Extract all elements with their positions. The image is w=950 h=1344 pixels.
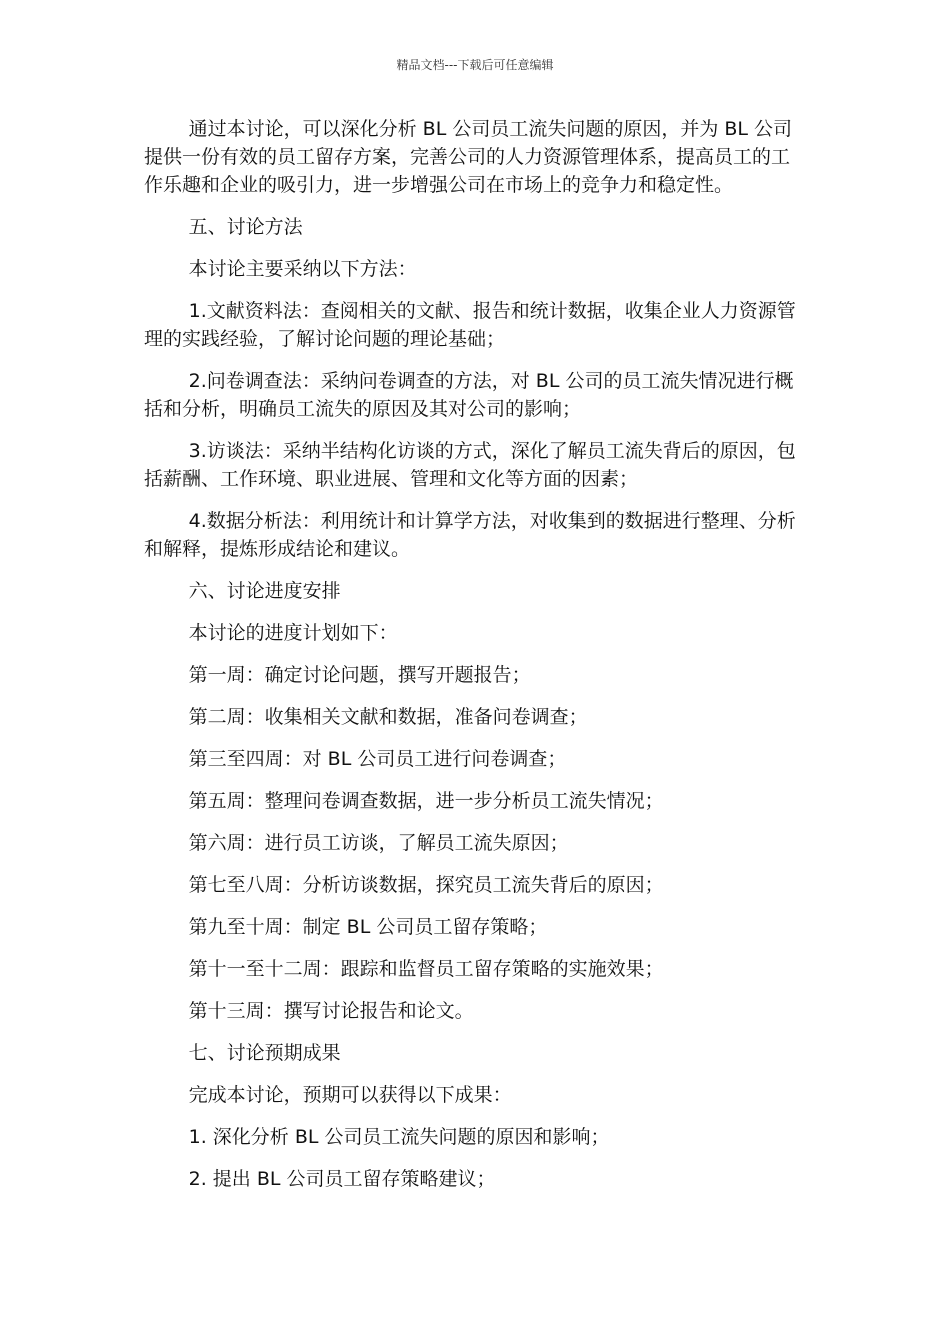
list-item-survey-method: 2.问卷调查法：采纳问卷调查的方法，对 BL 公司的员工流失情况进行概括和分析，明确员工流失的原因及其对公司的影响；	[144, 370, 794, 420]
paragraph-methods-intro: 本讨论主要采纳以下方法：	[188, 258, 417, 280]
section-heading-methods: 五、讨论方法	[188, 216, 303, 238]
section-heading-outcomes: 七、讨论预期成果	[188, 1042, 341, 1064]
schedule-item-week-6: 第六周：进行员工访谈，了解员工流失原因；	[188, 832, 569, 854]
schedule-item-week-5: 第五周：整理问卷调查数据，进一步分析员工流失情况；	[188, 790, 664, 812]
list-item-data-analysis-method: 4.数据分析法：利用统计和计算学方法，对收集到的数据进行整理、分析和解释，提炼形成结论和建议。	[144, 510, 796, 560]
outcome-item-1: 1. 深化分析 BL 公司员工流失问题的原因和影响；	[188, 1126, 610, 1148]
schedule-item-week-13: 第十三周：撰写讨论报告和论文。	[188, 1000, 474, 1022]
list-item-interview-method: 3.访谈法：采纳半结构化访谈的方式，深化了解员工流失背后的原因，包括薪酬、工作环境、职业进展、管理和文化等方面的因素；	[144, 440, 796, 490]
paragraph-schedule-intro: 本讨论的进度计划如下：	[188, 622, 398, 644]
section-heading-schedule: 六、讨论进度安排	[188, 580, 341, 602]
schedule-item-week-3-4: 第三至四周：对 BL 公司员工进行问卷调查；	[188, 748, 567, 770]
paragraph-intro-summary: 通过本讨论，可以深化分析 BL 公司员工流失问题的原因，并为 BL 公司提供一份有效的员工留存方案，完善公司的人力资源管理体系，提高员工的工作乐趣和企业的吸引力，进一步增强公司在市场上的竞争力和稳定性。	[144, 118, 793, 196]
schedule-item-week-9-10: 第九至十周：制定 BL 公司员工留存策略；	[188, 916, 548, 938]
schedule-item-week-2: 第二周：收集相关文献和数据，准备问卷调查；	[188, 706, 588, 728]
page-header: 精品文档---下载后可任意编辑	[396, 58, 554, 72]
list-item-literature-method: 1.文献资料法：查阅相关的文献、报告和统计数据，收集企业人力资源管理的实践经验，了解讨论问题的理论基础；	[144, 300, 796, 350]
outcome-item-2: 2. 提出 BL 公司员工留存策略建议；	[188, 1168, 496, 1190]
schedule-item-week-7-8: 第七至八周：分析访谈数据，探究员工流失背后的原因；	[188, 874, 664, 896]
schedule-item-week-11-12: 第十一至十二周：跟踪和监督员工留存策略的实施效果；	[188, 958, 664, 980]
paragraph-outcomes-intro: 完成本讨论，预期可以获得以下成果：	[188, 1084, 512, 1106]
schedule-item-week-1: 第一周：确定讨论问题，撰写开题报告；	[188, 664, 531, 686]
document-body	[144, 115, 808, 1207]
